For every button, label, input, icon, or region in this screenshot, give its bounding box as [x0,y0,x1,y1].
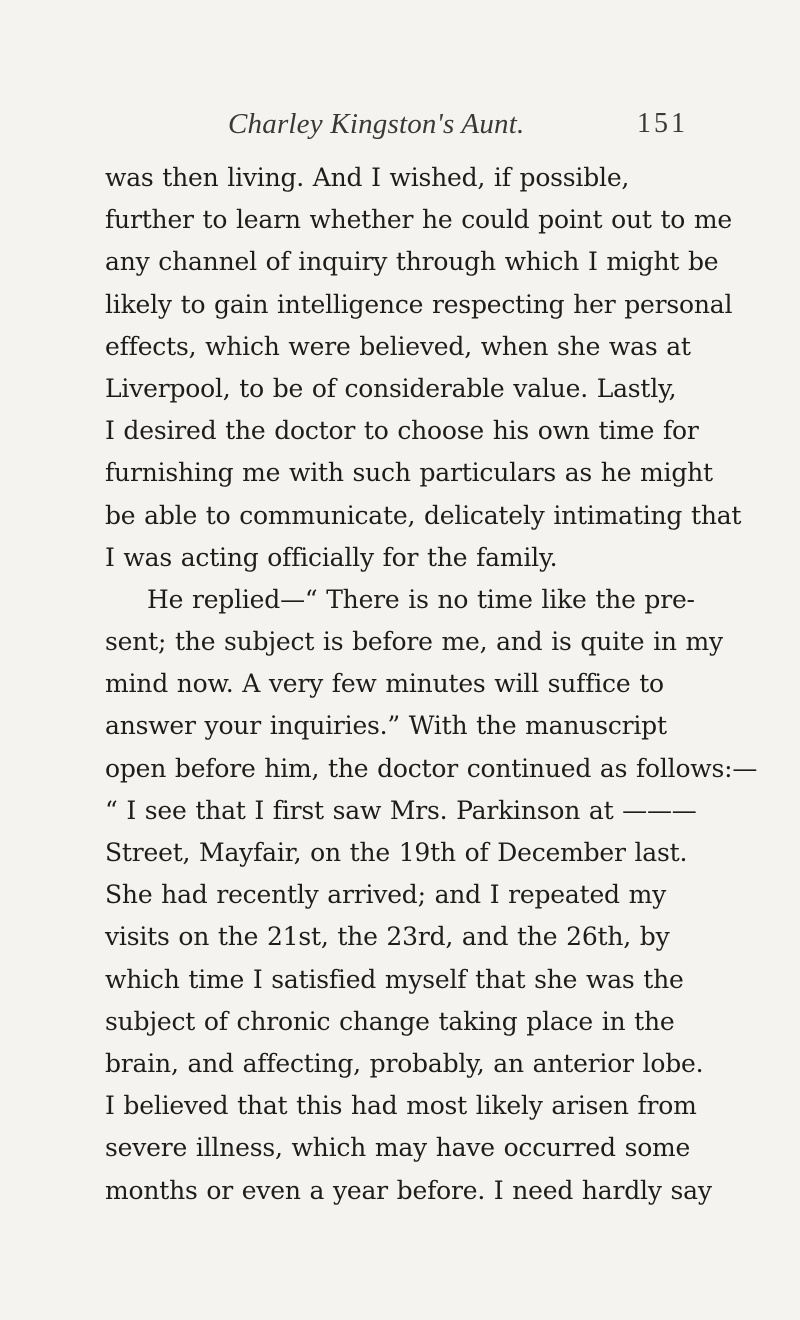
text-line: answer your inquiries.” With the manuscript [105,711,667,741]
text-line: I desired the doctor to choose his own time for [105,416,699,446]
text-line: I was acting officially for the family. [105,542,558,572]
text-line: effects, which were believed, when she was at [105,331,691,361]
page-header [0,104,800,144]
page-number: 151 [637,108,688,139]
text-line-paragraph-start: He replied—“ There is no time like the pre- [147,584,695,614]
text-line: I believed that this had most likely arisen from [105,1091,697,1121]
text-line: be able to communicate, delicately intimating that [105,500,742,530]
running-title: Charley Kingston's Aunt. [228,108,525,140]
text-line: Liverpool, to be of considerable value. Lastly, [105,373,677,403]
text-line: mind now. A very few minutes will suffice to [105,669,664,699]
text-line: subject of chronic change taking place in the [105,1006,675,1036]
text-line: visits on the 21st, the 23rd, and the 26th, by [105,922,670,952]
text-line: brain, and affecting, probably, an anterior lobe. [105,1048,704,1078]
text-line: further to learn whether he could point out to me [105,205,732,235]
text-line: Street, Mayfair, on the 19th of December last. [105,838,688,867]
text-line: open before him, the doctor continued as follows:— [105,753,758,783]
text-line: any channel of inquiry through which I might be [105,247,719,277]
text-line: sent; the subject is before me, and is quite in my [105,627,723,657]
text-line: likely to gain intelligence respecting her personal [105,289,733,319]
text-line: She had recently arrived; and I repeated my [105,880,667,910]
text-line: was then living. And I wished, if possible, [105,163,630,192]
text-line: which time I satisfied myself that she was the [105,964,684,994]
body-text [105,157,795,1212]
text-line: furnishing me with such particulars as he might [105,458,713,488]
text-line: severe illness, which may have occurred some [105,1133,691,1163]
text-line: “ I see that I first saw Mrs. Parkinson at ——— [105,795,697,825]
text-line: months or even a year before. I need hardly say [105,1175,712,1205]
